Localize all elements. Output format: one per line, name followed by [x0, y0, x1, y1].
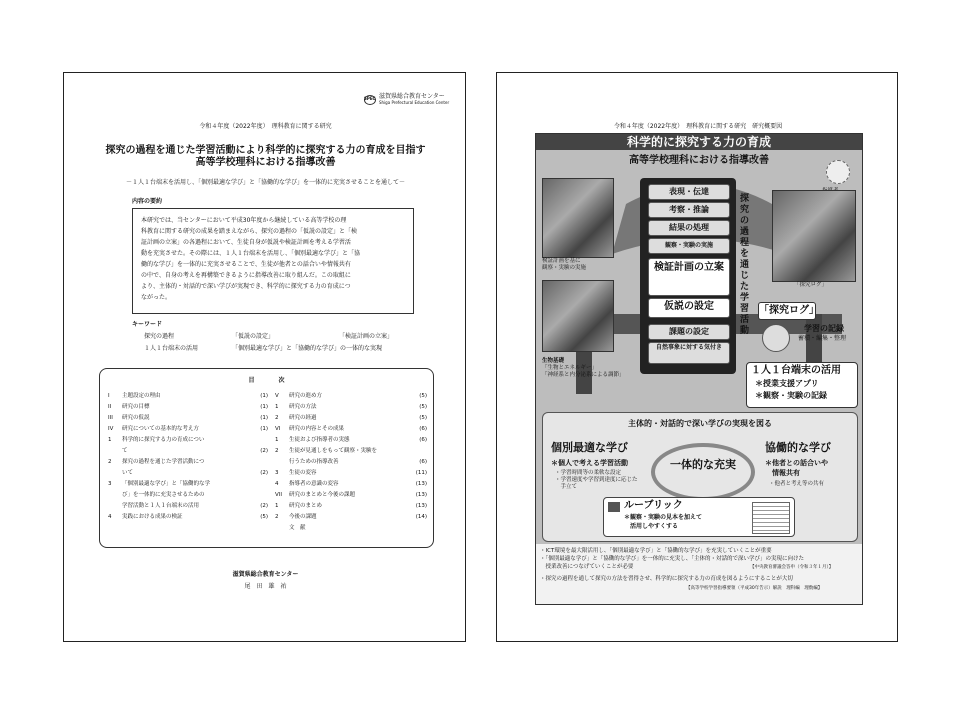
cycle-arrow-icon [651, 443, 755, 501]
individual-sub-2: ・学習速度や学習到達度に応じた [555, 477, 638, 483]
toc-right-column [275, 393, 427, 543]
toc-entry-number: 1 [275, 437, 279, 443]
record-title: 学習の記録 [804, 324, 844, 333]
toc-entry-text: 研究の進め方 [289, 393, 323, 399]
toc-entry-number: 2 [108, 459, 112, 465]
toc-entry-number: 1 [108, 437, 112, 443]
learning-section [542, 412, 858, 542]
photo-tablet [772, 190, 856, 282]
toc-entry-text: 実践における成果の検証 [122, 514, 183, 520]
toc-entry-page: (1) [260, 404, 268, 410]
keyword-4: １人１台端末の活用 [144, 345, 199, 352]
abstract-line: ながった。 [141, 294, 172, 301]
header: 令和４年度（2022年度） 理科教育に関する研究 [199, 123, 332, 130]
toc-entry-page: (11) [415, 470, 427, 476]
toc-entry-number: 1 [275, 503, 279, 509]
abstract-line: 本研究では、当センターにおいて平成30年度から継続している高等学校の理 [141, 217, 347, 224]
rubric-box [603, 497, 795, 537]
deep-learning-title: 主体的・対話的で深い学びの実現を図る [628, 419, 772, 428]
toc-entry-number: IV [108, 426, 114, 432]
step-awareness: 自然事象に対する気付き [648, 342, 730, 364]
title-line1: 探究の過程を通じた学習活動により科学的に探究する力の育成を目指す [105, 145, 426, 156]
rubric-sheet-image [752, 502, 790, 534]
notes-section [536, 544, 862, 604]
photo-students [542, 280, 614, 352]
toc-entry-page: (5) [260, 514, 268, 520]
toc-entry-page: (1) [260, 415, 268, 421]
toc-entry-page: (1) [260, 426, 268, 432]
toc-entry-text: 生徒が見通しをもって観察・実験を [289, 448, 378, 454]
toc-entry-number: 3 [108, 481, 112, 487]
unit-line1: 「生物とエネルギー」 [542, 365, 598, 371]
collab-sub: ・他者と考え等の共有 [769, 481, 825, 487]
abstract-line: 証計画の立案」の各過程において、生徒自身が仮説や検証計画を考える学習活 [141, 239, 351, 246]
toc-entry-page: (6) [419, 426, 427, 432]
collab-item-2: 情報共有 [765, 469, 800, 477]
logo-text: SPEC [364, 96, 376, 101]
step-processing: 結果の処理 [648, 220, 730, 236]
note-3: 授業改善につなげていくことが必要 [540, 564, 634, 570]
toc-entry-number: III [108, 415, 113, 421]
log-roll-icon [762, 324, 790, 352]
toc-entry-number: 4 [108, 514, 112, 520]
overview-figure [535, 133, 863, 605]
individual-sub-3: 手立て [555, 484, 578, 490]
toc-entry-text: 行うための指導改善 [289, 459, 339, 465]
collab-title: 協働的な学び [765, 441, 831, 454]
toc-entry-page: (13) [415, 481, 427, 487]
step-consideration: 考察・推論 [648, 202, 730, 218]
toc-entry-number: VII [275, 492, 283, 498]
toc-entry-text: 研究の経過 [289, 415, 317, 421]
individual-sub-1: ・学習時間等の柔軟な設定 [555, 470, 622, 476]
individual-item: ＊個人で考える学習活動 [551, 459, 628, 467]
keyword-2: 「仮説の設定」 [232, 333, 275, 340]
toc-entry-text: 研究の内容とその成果 [289, 426, 345, 432]
abstract-line: より、主体的・対話的で深い学びが実現でき、科学的に探究する力の育成につ [141, 283, 351, 290]
unit-title: 生物基礎 [542, 358, 565, 364]
keyword-3: 「検証計画の立案」 [339, 333, 394, 340]
toc-entry-text: 学習活動と１人１台端末の活用 [122, 503, 200, 509]
toc-left-column [108, 393, 268, 543]
toc-entry-page: (5) [419, 415, 427, 421]
abstract-text [141, 215, 407, 303]
toc-entry-page: (13) [415, 503, 427, 509]
toc-entry-number: 1 [275, 404, 279, 410]
abstract-label: 内容の要約 [132, 198, 163, 205]
toc-entry-page: (5) [419, 404, 427, 410]
toc-entry-text: 文 献 [289, 525, 306, 531]
subtitle: －１人１台端末を活用し、「個別最適な学び」と「協働的な学び」を一体的に充実させることを通して－ [125, 179, 405, 186]
photo1-caption2: 観察・実験の実施 [542, 265, 587, 271]
step-expression: 表現・伝達 [648, 184, 730, 200]
abstract-line: 働的な学び」を一体的に充実させることで、生徒が他者との話合いや情報共有 [141, 261, 351, 268]
rubric-line-2: 活用しやすくする [624, 523, 679, 530]
overview-header: 令和４年度（2022年度） 理科教育に関する研究 研究概要図 [613, 123, 783, 130]
toc-entry-text: 研究の目標 [122, 404, 150, 410]
rubric-title: ルーブリック [624, 500, 683, 511]
toc-entry-page: (6) [419, 459, 427, 465]
record-sub: 蓄積・編集・整理 [798, 335, 847, 342]
toc-entry-text: 主題設定の理由 [122, 393, 161, 399]
sub-banner: 高等学校理科における指導改善 [629, 155, 769, 166]
collab-item-1: ＊他者との話合いや [765, 459, 828, 467]
photo2-caption: 「探究ログ」 [794, 282, 828, 288]
toc-entry-text: 探究の過程を通じた学習活動につ [122, 459, 205, 465]
unit-line2: 「神経系と内分泌系による調節」 [542, 372, 625, 378]
keyword-1: 探究の過程 [144, 333, 175, 340]
photo-experiment [542, 178, 614, 258]
footer-author: 尾 田 雄 祐 [244, 583, 287, 590]
toc-entry-text: 「個別最適な学び」と「協働的な学 [122, 481, 211, 487]
toc-title: 目 次 [248, 377, 285, 384]
rubric-line-1: ＊観察・実験の見本を加えて [624, 514, 703, 521]
center-name-jp: 滋賀県総合教育センター [379, 93, 445, 100]
toc-entry-text: 生徒の変容 [289, 470, 317, 476]
device-item-1: ＊授業支援アプリ [755, 379, 819, 388]
step-hypothesis: 仮説の設定 [648, 298, 730, 318]
step-experiment: 観察・実験の実施 [648, 238, 730, 254]
keyword-5: 「個別最適な学び」と「協働的な学び」の一体的な実現 [232, 345, 383, 352]
toc-entry-text: 今後の課題 [289, 514, 317, 520]
right-page [496, 72, 898, 642]
keyword-label: キーワード [132, 321, 163, 328]
toc-entry-number: 2 [275, 415, 279, 421]
note-4-source: 【高等学校学習指導要領（平成30年告示）解説 理科編 理数編】 [686, 586, 823, 591]
toc-box [99, 368, 434, 548]
abstract-box [132, 208, 414, 314]
toc-entry-number: V [275, 393, 279, 399]
toc-entry-text: 生徒および指導者の実態 [289, 437, 350, 443]
toc-entry-text: 研究の方法 [289, 404, 317, 410]
rubric-icon [608, 502, 620, 512]
individual-title: 個別最適な学び [551, 441, 628, 454]
toc-entry-text: 研究のまとめと今後の課題 [289, 492, 356, 498]
title-line2: 高等学校理科における指導改善 [195, 157, 336, 168]
toc-entry-text: 研究についての基本的な考え方 [122, 426, 199, 432]
toc-entry-number: 2 [275, 514, 279, 520]
tankyu-log-label: 「探究ログ」 [758, 302, 816, 320]
note-2: ・「個別最適な学び」と「協働的な学び」を一体的に充実し、「主体的・対話的で深い学び」の実現に向けた [540, 556, 805, 562]
toc-entry-number: 3 [275, 470, 279, 476]
toc-entry-page: (14) [415, 514, 427, 520]
toc-entry-text: 研究のまとめ [289, 503, 323, 509]
toc-entry-text: いて [122, 470, 134, 476]
step-plan: 検証計画の立案 [648, 258, 730, 296]
abstract-line: 動を充実させた。その際には、１人１台端末を活用し、「個別最適な学び」と「協 [141, 250, 361, 257]
toc-entry-text: て [122, 448, 128, 454]
main-banner: 科学的に探究する力の育成 [536, 134, 862, 150]
footer-org: 滋賀県総合教育センター [232, 571, 299, 578]
integrated-label: 一体的な充実 [670, 458, 736, 471]
toc-entry-number: I [108, 393, 110, 399]
device-box [746, 362, 858, 408]
left-page [63, 72, 466, 642]
note-source: 【中央教育審議会答申（令和３年１月）】 [750, 565, 834, 570]
toc-entry-page: (6) [419, 437, 427, 443]
toc-entry-number: 2 [275, 448, 279, 454]
toc-entry-page: (2) [260, 448, 268, 454]
toc-entry-number: 4 [275, 481, 279, 487]
toc-entry-text: び」を一体的に充実させるための [122, 492, 205, 498]
toc-entry-number: II [108, 404, 112, 410]
device-item-2: ＊観察・実験の記録 [755, 391, 827, 400]
toc-entry-number: VI [275, 426, 281, 432]
toc-entry-page: (13) [415, 492, 427, 498]
note-1: ・ICT環境を最大限活用し、「個別最適な学び」と「協働的な学び」を充実していくことが重要 [540, 548, 772, 554]
toc-entry-text: 指導者の意識の変容 [289, 481, 339, 487]
toc-entry-page: (5) [419, 393, 427, 399]
toc-entry-page: (2) [260, 503, 268, 509]
toc-entry-page: (1) [260, 393, 268, 399]
toc-entry-page: (2) [260, 470, 268, 476]
device-title: １人１台端末の活用 [751, 365, 841, 376]
abstract-line: の中で、自身の考えを再構築できるように指導改善に取り組んだ。この取組に [141, 272, 351, 279]
toc-entry-text: 科学的に探究する力の育成につい [122, 437, 205, 443]
vertical-activity-label: 探究の過程を通じた学習活動 [740, 194, 750, 336]
step-problem: 課題の設定 [648, 324, 730, 340]
abstract-line: 科教育に関する研究の成果を踏まえながら、探究の過程の「仮説の設定」と「検 [141, 228, 358, 235]
center-name-en: Shiga Prefectural Education Center [379, 100, 450, 105]
photo1-caption1: 検証計画を基に [542, 258, 581, 264]
note-4: ・探究の過程を通して探究の方法を習得させ、科学的に探究する力の育成を図るようにすることが大切 [540, 576, 793, 582]
toc-entry-text: 研究の仮説 [122, 415, 150, 421]
